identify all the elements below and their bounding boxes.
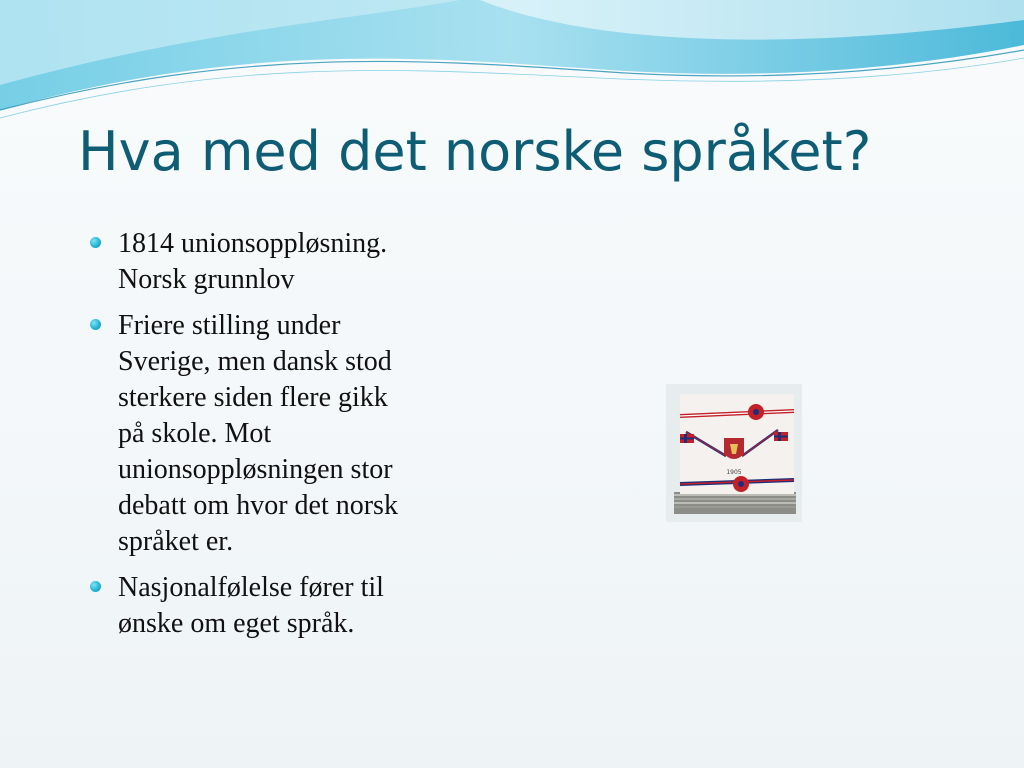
bullet-text: Friere stilling under Sverige, men dansk stod sterkere siden flere gikk på skole. Mot unionsoppløsningen stor debatt om hvor det norsk språket er.: [118, 310, 398, 557]
book-year-label: 1905: [726, 469, 742, 476]
bullet-dot-icon: [90, 581, 101, 592]
header-wave: [0, 0, 1024, 130]
bullet-dot-icon: [90, 319, 101, 330]
bullet-list: [90, 226, 500, 652]
bullet-text: Nasjonalfølelse fører til ønske om eget språk.: [118, 572, 384, 639]
bullet-item: [90, 226, 500, 298]
bullet-dot-icon: [90, 237, 101, 248]
norwegian-book-icon: [666, 384, 802, 522]
bullet-text: 1814 unionsoppløsning. Norsk grunnlov: [118, 228, 388, 295]
bullet-item: [90, 308, 500, 560]
bullet-item: [90, 570, 500, 642]
slide-title: Hva med det norske språket?: [78, 120, 872, 183]
